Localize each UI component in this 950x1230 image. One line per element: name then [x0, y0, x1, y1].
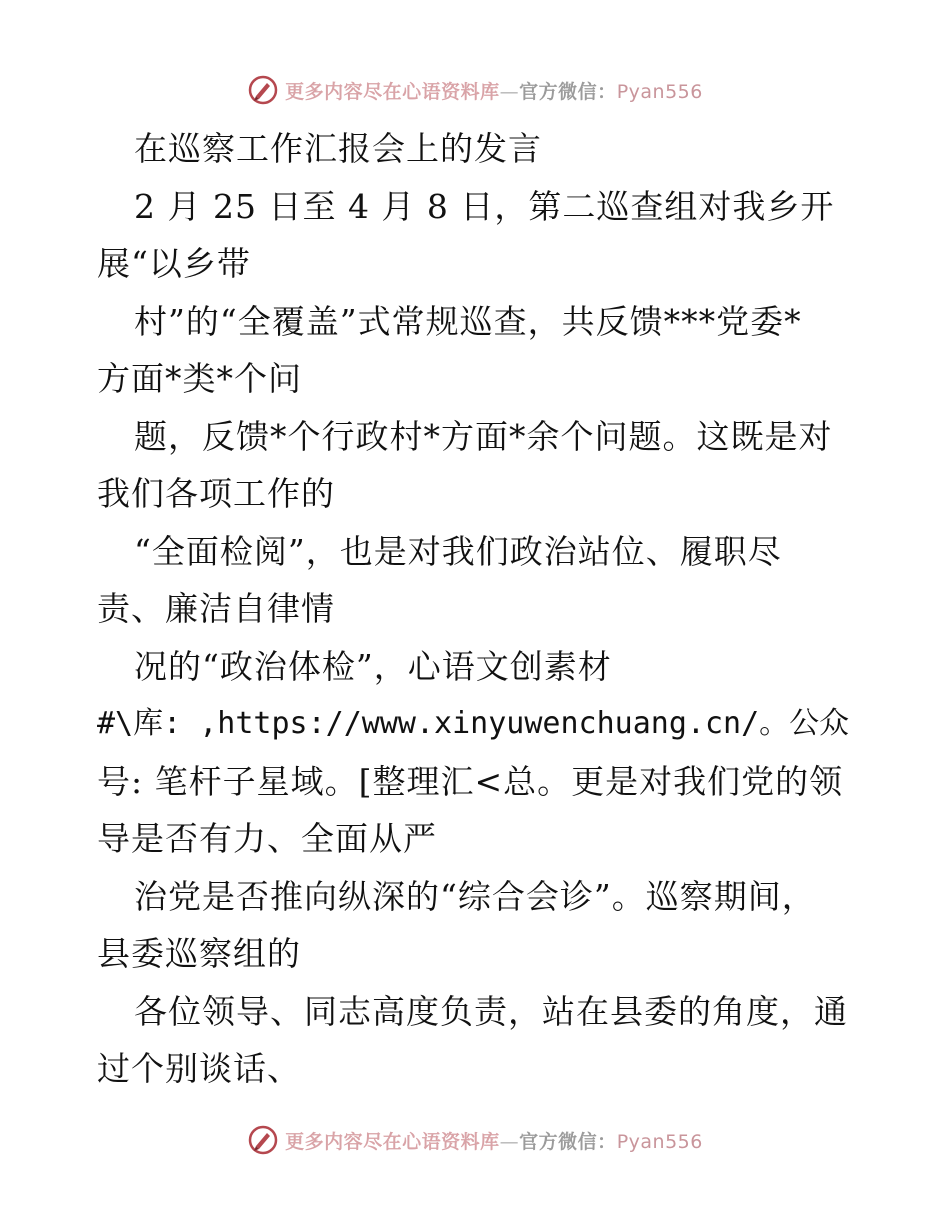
doc-line: 导是否有力、全面从严 — [97, 819, 437, 858]
doc-line: 责、廉洁自律情 — [97, 589, 335, 628]
doc-line: 各位领导、同志高度负责，站在县委的角度，通 — [134, 991, 848, 1031]
watermark-group — [247, 1124, 703, 1156]
watermark-separator: — — [499, 1130, 520, 1153]
watermark-text — [285, 1127, 703, 1154]
pen-circle-icon — [247, 74, 279, 106]
watermark-wechat-id: Pyan556 — [616, 80, 703, 103]
doc-line: 过个别谈话、 — [97, 1049, 301, 1088]
doc-line: 题，反馈*个行政村*方面*余个问题。这既是对 — [134, 416, 833, 456]
doc-line: 治党是否推向纵深的“综合会诊”。巡察期间， — [134, 876, 816, 916]
footer-watermark — [0, 1120, 950, 1160]
watermark-group — [247, 74, 703, 106]
doc-line: “全面检阅”，也是对我们政治站位、履职尽 — [134, 531, 782, 571]
watermark-brand: 更多内容尽在心语资料库 — [285, 1130, 500, 1153]
doc-line: 2 月 25 日至 4 月 8 日，第二巡查组对我乡开 — [134, 186, 835, 226]
doc-line: 我们各项工作的 — [97, 474, 335, 513]
doc-line: 县委巡察组的 — [97, 934, 301, 973]
pen-circle-icon — [247, 1124, 279, 1156]
doc-line: 方面*类*个问 — [97, 359, 302, 398]
header-watermark — [0, 70, 950, 110]
watermark-wechat-id: Pyan556 — [616, 1130, 703, 1153]
watermark-brand: 更多内容尽在心语资料库 — [285, 80, 500, 103]
doc-line: 号: 笔杆子星域。[整理汇<总。更是对我们党的领 — [97, 761, 844, 801]
doc-line: 展“以乡带 — [97, 244, 251, 283]
watermark-text — [285, 77, 703, 104]
doc-line: 村”的“全覆盖”式常规巡查，共反馈***党委* — [134, 301, 802, 341]
doc-line-url: #\库: ,https://www.xinyuwenchuang.cn/。公众 — [97, 706, 850, 741]
doc-title: 在巡察工作汇报会上的发言 — [134, 129, 542, 168]
doc-line: 况的“政治体检”，心语文创素材 — [134, 646, 612, 686]
document-body — [97, 120, 857, 1098]
watermark-label: 官方微信： — [519, 1130, 617, 1153]
watermark-label: 官方微信： — [519, 80, 617, 103]
watermark-separator: — — [499, 80, 520, 103]
